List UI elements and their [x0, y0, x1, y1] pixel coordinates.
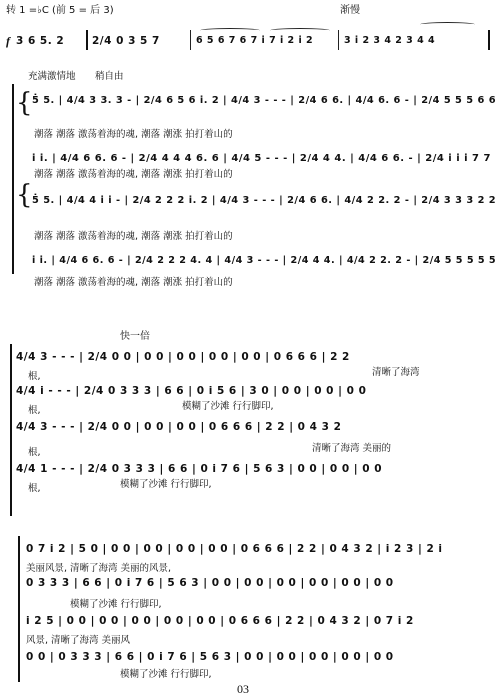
section3-row-3-notes: i 2 5 | 0 0 | 0 0 | 0 0 | 0 0 | 0 0 | 0 6 6 6 | 2 2 | 0 4 3 2 | 0 7 i 2 [26, 615, 414, 627]
brace: { [16, 88, 33, 118]
slur [270, 28, 330, 33]
tempo-double-label: 快一倍 [120, 331, 150, 342]
slur [420, 22, 475, 27]
slur [200, 28, 260, 33]
page-number: 03 [237, 682, 249, 696]
section2-row-4-lyric-b: 模糊了沙滩 行行脚印, [120, 479, 212, 490]
section1-row-2-lyric: 潮落 潮落 激荡着海的魂, 潮落 潮涨 拍打着山的 [34, 169, 233, 180]
section2-row-2-lyric-b: 模糊了沙滩 行行脚印, [182, 401, 274, 412]
section2-row-3-lyric-a: 根, [28, 447, 41, 458]
section1-row-1-notes: 5̇ 5. | 4/4 3 3. 3 - | 2/4 6 5 6 i. 2 | 4/4 3 - - - | 2/4 6 6. | 4/4 6. 6 - | 2/4 5 5 5 6 6 [32, 95, 497, 106]
barline [86, 30, 88, 50]
system-bracket [18, 536, 20, 682]
section1-row-4-lyric: 潮落 潮落 激荡着海的魂, 潮落 潮涨 拍打着山的 [34, 277, 233, 288]
section2-row-2-lyric-a: 根, [28, 405, 41, 416]
tempo-ritardando-label: 渐慢 [340, 5, 360, 16]
section2-row-2-notes: 4/4 i - - - | 2/4 0 3 3 3 | 6 6 | 0 i 5 6 | 3 0 | 0 0 | 0 0 | 0 0 [16, 385, 367, 397]
section1-row-4-notes: i i. | 4/4 6 6. 6 - | 2/4 2 2 2 4. 4 | 4/4 3 - - - | 2/4 4 4. | 4/4 2 2. 2 - | 2/4 5 5 5 5 5 [32, 255, 497, 266]
section2-row-3-notes: 4/4 3 - - - | 2/4 0 0 | 0 0 | 0 0 | 0 6 6 6 | 2 2 | 0 4 3 2 [16, 421, 342, 433]
section2-row-1-lyric-a: 根, [28, 371, 41, 382]
system-bracket [10, 344, 12, 516]
section3-row-1-lyric: 美丽风景, 清晰了海湾 美丽的风景, [26, 563, 172, 574]
intro-notes: 3 6 5. 2 [16, 35, 65, 47]
barline [338, 30, 339, 50]
key-change-label: 转 1 =♭C (前 5 = 后 3) [6, 5, 114, 16]
section3-row-3-lyric: 风景, 清晰了海湾 美丽风 [26, 635, 131, 646]
barline [190, 30, 191, 50]
barline [488, 30, 490, 50]
dynamic-marking: f [6, 34, 10, 48]
expression-label: 充满激情地 [28, 71, 76, 82]
system-bracket [12, 84, 14, 274]
section1-row-3-lyric: 潮落 潮落 激荡着海的魂, 潮落 潮涨 拍打着山的 [34, 231, 233, 242]
intro-measure-3: 6 5 6 7 6 7 i 7 i 2 i 2 [196, 35, 314, 46]
section3-row-4-notes: 0 0 | 0 3 3 3 | 6 6 | 0 i 7 6 | 5 6 3 | 0 0 | 0 0 | 0 0 | 0 0 | 0 0 [26, 651, 394, 663]
section3-row-2-notes: 0 3 3 3 | 6 6 | 0 i 7 6 | 5 6 3 | 0 0 | 0 0 | 0 0 | 0 0 | 0 0 | 0 0 [26, 577, 394, 589]
freely-label: 稍自由 [95, 71, 124, 82]
section1-row-3-notes: 5̇ 5. | 4/4 4 i i - | 2/4 2 2 2 i. 2 | 4/4 3 - - - | 2/4 6 6. | 4/4 2 2. 2 - | 2/4 3 3 3 2 2 [32, 195, 497, 206]
brace: { [16, 180, 33, 210]
section3-row-4-lyric: 模糊了沙滩 行行脚印, [120, 669, 212, 680]
section2-row-3-lyric-b: 清晰了海湾 美丽的 [312, 443, 392, 454]
section2-row-4-notes: 4/4 1 - - - | 2/4 0 3 3 3 | 6 6 | 0 i 7 6 | 5 6 3 | 0 0 | 0 0 | 0 0 [16, 463, 383, 475]
section3-row-2-lyric: 模糊了沙滩 行行脚印, [70, 599, 162, 610]
section1-row-1-lyric: 潮落 潮落 激荡着海的魂, 潮落 潮涨 拍打着山的 [34, 129, 233, 140]
section2-row-1-notes: 4/4 3 - - - | 2/4 0 0 | 0 0 | 0 0 | 0 0 | 0 0 | 0 6 6 6 | 2 2 [16, 351, 350, 363]
section3-row-1-notes: 0 7 i 2 | 5 0 | 0 0 | 0 0 | 0 0 | 0 0 | 0 6 6 6 | 2 2 | 0 4 3 2 | i 2 3 | 2 i [26, 543, 443, 555]
section2-row-4-lyric-a: 根, [28, 483, 41, 494]
section2-row-1-lyric-b: 清晰了海湾 [372, 367, 420, 378]
section1-row-2-notes: i i. | 4/4 6 6. 6 - | 2/4 4 4 4 6. 6 | 4/4 5 - - - | 2/4 4 4. | 4/4 6 6. - | 2/4 i i i 7 7 [32, 153, 491, 164]
intro-measure-4: 3 i 2 3 4 2 3 4 4 [344, 35, 436, 46]
intro-measure-2: 2/4 0 3 5 7 [92, 35, 160, 47]
